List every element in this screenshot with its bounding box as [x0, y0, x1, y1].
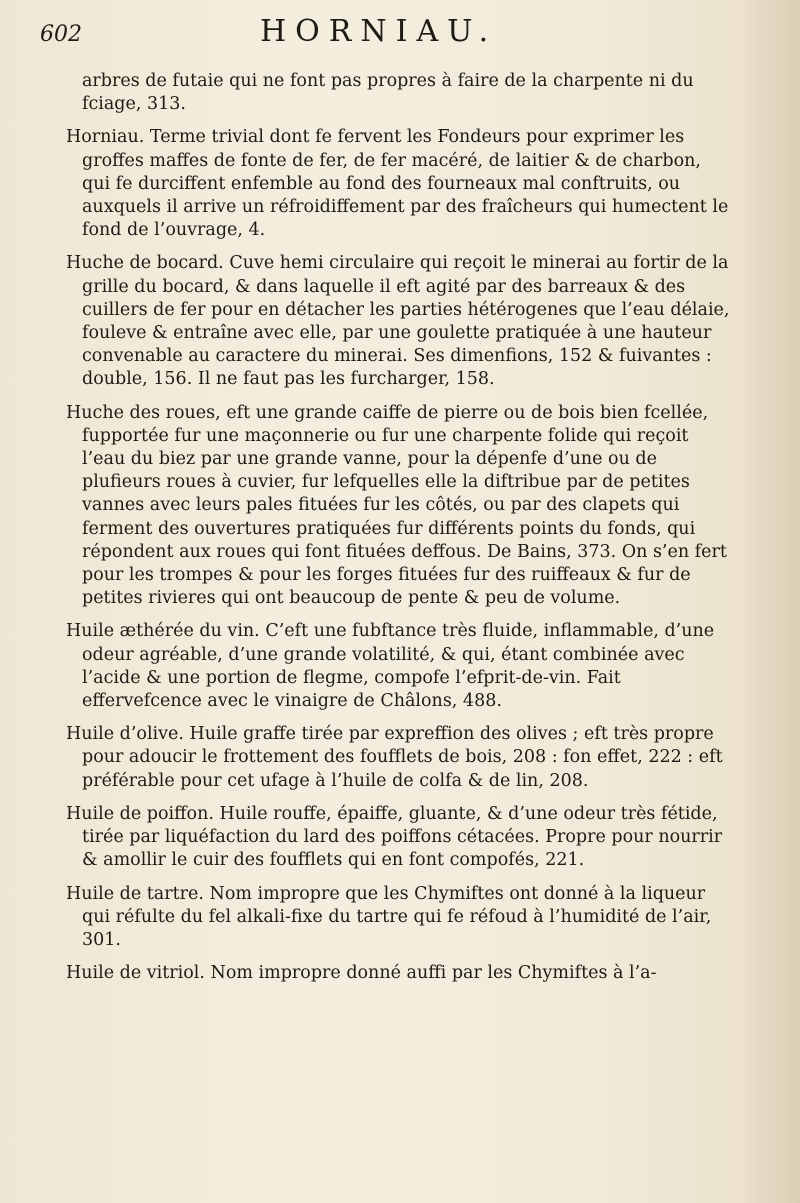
entry-text: C’eft une fubftance très fluide, inflammable, d’une odeur agréable, d’une grande volatilité, & qui, étant combinée avec l’acide & une portion de flegme, compofe l’efprit-de-vin. Fait effervefcence avec le vinaigre de Châlons, 488.: [82, 621, 715, 712]
entry-huile-tartre: [66, 883, 730, 953]
entry-text: Nom impropre que les Chymiftes ont donné à la liqueur qui réfulte du fel alkali-fixe du tartre qui fe réfoud à l’humidité de l’air, 301.: [82, 883, 712, 950]
entry-term: Huile d’olive.: [66, 724, 184, 745]
page-edge-shadow: [740, 0, 800, 1203]
entry-term: Huche de bocard.: [66, 253, 224, 274]
entry-term: Huche des roues,: [66, 402, 221, 423]
running-title: HORNIAU.: [260, 14, 498, 49]
entry-term: Huile de tartre.: [66, 883, 204, 904]
entry-text: Terme trivial dont fe fervent les Fondeurs pour exprimer les groffes maffes de fonte de fer, de fer macéré, de laitier & de charbon, qui fe durciffent enfemble au fond des fourneaux mal conftruits, ou auxquels il arrive un réfroidiffement par des fraîcheurs qui humectent le fond de l’ouvrage, 4.: [82, 127, 729, 241]
entry-text: eft une grande caiffe de pierre ou de bois bien fcellée, fupportée fur une maçonnerie ou fur une charpente folide qui reçoit l’eau du biez par une grande vanne, pour la dépenfe d’une ou de plufieurs roues à cuvier, fur lefquelles elle la diftribue par de petites vannes avec leurs pales fituées fur les côtés, ou par des clapets qui ferment des ouvertures pratiquées fur différents points du fonds, qui répondent aux roues qui font fituées deffous. De Bains, 373. On s’en fert pour les trompes & pour les forges fituées fur des ruiffeaux & fur de petites rivieres qui ont beaucoup de pente & peu de volume.: [82, 402, 727, 609]
entry-term: Huile de vitriol.: [66, 963, 205, 984]
entry-text: Nom impropre donné auffi par les Chymiftes à l’a-: [210, 963, 657, 984]
entry-huile-aetheree: [66, 620, 730, 713]
entry-huile-olive: [66, 723, 730, 793]
entry-text: Huile graffe tirée par expreffion des olives ; eft très propre pour adoucir le frottement des foufflets de bois, 208 : fon effet, 222 : eft préférable pour cet ufage à l’huile de colfa & de lin, 208.: [82, 724, 723, 791]
entry-term: Horniau.: [66, 127, 145, 148]
dictionary-text: [66, 70, 730, 995]
entry-term: Huile de poiffon.: [66, 803, 214, 824]
page-number: 602: [40, 22, 82, 47]
entry-text: Cuve hemi circulaire qui reçoit le minerai au fortir de la grille du bocard, & dans laquelle il eft agité par des barreaux & des cuillers de fer pour en détacher les parties hétérogenes que l’eau délaie, fouleve & entraîne avec elle, par une goulette pratiquée à une hauteur convenable au caractere du minerai. Ses dimenfions, 152 & fuivantes : double, 156. Il ne faut pas les furcharger, 158.: [82, 253, 730, 390]
entry-huche-de-bocard: [66, 252, 730, 391]
entry-text: arbres de futaie qui ne font pas propres à faire de la charpente ni du fciage, 313.: [82, 71, 694, 115]
entry-huile-vitriol: [66, 962, 730, 985]
entry-huche-des-roues: [66, 402, 730, 611]
page-header: [40, 12, 740, 52]
entry-horniau: [66, 126, 730, 242]
entry-continuation: [66, 70, 730, 116]
entry-term: Huile æthérée du vin.: [66, 621, 260, 642]
entry-text: Huile rouffe, épaiffe, gluante, & d’une odeur très fétide, tirée par liquéfaction du lard des poiffons cétacées. Propre pour nourrir & amollir le cuir des foufflets qui en font compofés, 221.: [82, 803, 723, 871]
entry-huile-poisson: [66, 803, 730, 873]
